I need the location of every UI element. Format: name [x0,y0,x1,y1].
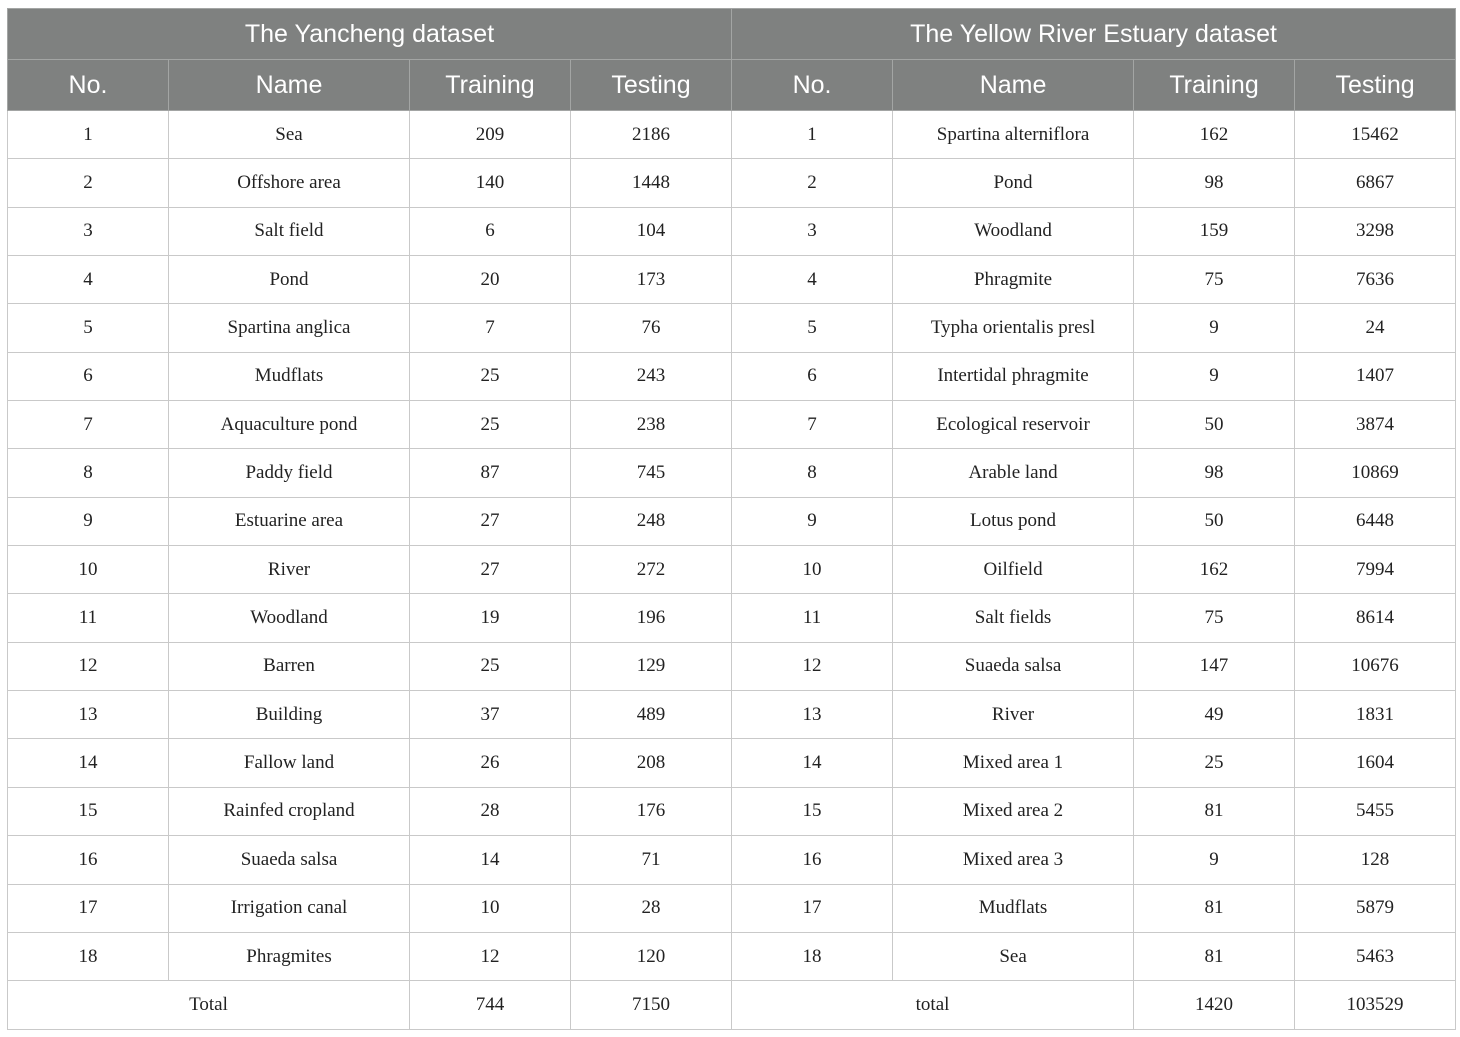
yancheng-name-cell: Aquaculture pond [169,401,410,449]
yancheng-no-cell: 6 [8,352,169,400]
yellow-river-no-cell: 5 [732,304,893,352]
column-header-no: No. [732,60,893,111]
yancheng-name-cell: Paddy field [169,449,410,497]
yancheng-training-cell: 140 [410,159,571,207]
yellow-river-testing-cell: 3298 [1295,207,1456,255]
yancheng-testing-cell: 176 [571,787,732,835]
yancheng-training-cell: 27 [410,497,571,545]
yellow-river-no-cell: 4 [732,256,893,304]
table-row [8,111,1456,159]
table-row [8,836,1456,884]
yellow-river-training-cell: 75 [1134,594,1295,642]
table-header [8,9,1456,111]
yancheng-testing-cell: 208 [571,739,732,787]
yellow-river-name-cell: Mixed area 3 [893,836,1134,884]
yancheng-no-cell: 18 [8,932,169,980]
yancheng-name-cell: Estuarine area [169,497,410,545]
yancheng-training-cell: 27 [410,546,571,594]
yellow-river-testing-cell: 1604 [1295,739,1456,787]
yellow-river-no-cell: 8 [732,449,893,497]
yancheng-testing-cell: 173 [571,256,732,304]
yellow-river-name-cell: Mixed area 2 [893,787,1134,835]
yellow-river-testing-cell: 10676 [1295,642,1456,690]
table-row [8,497,1456,545]
yellow-river-no-cell: 6 [732,352,893,400]
yellow-river-name-cell: Woodland [893,207,1134,255]
yellow-river-name-cell: Oilfield [893,546,1134,594]
yellow-river-testing-cell: 1831 [1295,691,1456,739]
yancheng-testing-cell: 248 [571,497,732,545]
yancheng-no-cell: 17 [8,884,169,932]
yancheng-testing-cell: 2186 [571,111,732,159]
yellow-river-name-cell: Spartina alterniflora [893,111,1134,159]
yellow-river-name-cell: Sea [893,932,1134,980]
yellow-river-training-cell: 25 [1134,739,1295,787]
yancheng-name-cell: River [169,546,410,594]
yancheng-training-cell: 25 [410,352,571,400]
yancheng-no-cell: 13 [8,691,169,739]
table-row [8,401,1456,449]
yellow-river-total-training: 1420 [1134,981,1295,1029]
yancheng-training-cell: 25 [410,401,571,449]
yellow-river-name-cell: Lotus pond [893,497,1134,545]
yellow-river-testing-cell: 15462 [1295,111,1456,159]
dataset-sample-table [7,8,1456,1030]
yancheng-no-cell: 14 [8,739,169,787]
yancheng-name-cell: Mudflats [169,352,410,400]
yellow-river-no-cell: 17 [732,884,893,932]
yancheng-training-cell: 7 [410,304,571,352]
yancheng-testing-cell: 120 [571,932,732,980]
yancheng-training-cell: 12 [410,932,571,980]
yancheng-training-cell: 10 [410,884,571,932]
yellow-river-no-cell: 12 [732,642,893,690]
yellow-river-name-cell: Intertidal phragmite [893,352,1134,400]
yancheng-name-cell: Offshore area [169,159,410,207]
column-header-testing: Testing [571,60,732,111]
yancheng-name-cell: Sea [169,111,410,159]
yancheng-name-cell: Salt field [169,207,410,255]
yellow-river-no-cell: 3 [732,207,893,255]
yellow-river-name-cell: Ecological reservoir [893,401,1134,449]
yellow-river-no-cell: 18 [732,932,893,980]
yancheng-total-testing: 7150 [571,981,732,1029]
yancheng-name-cell: Irrigation canal [169,884,410,932]
yellow-river-testing-cell: 7994 [1295,546,1456,594]
yancheng-testing-cell: 243 [571,352,732,400]
yellow-river-no-cell: 14 [732,739,893,787]
yellow-river-training-cell: 50 [1134,401,1295,449]
yancheng-no-cell: 4 [8,256,169,304]
column-header-name: Name [169,60,410,111]
yellow-river-training-cell: 98 [1134,159,1295,207]
table-row [8,256,1456,304]
yancheng-training-cell: 28 [410,787,571,835]
table-row [8,546,1456,594]
yancheng-name-cell: Spartina anglica [169,304,410,352]
yancheng-no-cell: 10 [8,546,169,594]
yancheng-training-cell: 37 [410,691,571,739]
table-row [8,449,1456,497]
table-row [8,932,1456,980]
table-row [8,159,1456,207]
yancheng-name-cell: Fallow land [169,739,410,787]
yancheng-total-label: Total [8,981,410,1029]
yellow-river-training-cell: 49 [1134,691,1295,739]
yancheng-training-cell: 209 [410,111,571,159]
yancheng-testing-cell: 489 [571,691,732,739]
yancheng-total-training: 744 [410,981,571,1029]
yancheng-training-cell: 6 [410,207,571,255]
yancheng-no-cell: 15 [8,787,169,835]
yancheng-name-cell: Rainfed cropland [169,787,410,835]
yellow-river-training-cell: 159 [1134,207,1295,255]
column-header-row [8,60,1456,111]
yancheng-testing-cell: 196 [571,594,732,642]
column-header-training: Training [410,60,571,111]
column-header-training: Training [1134,60,1295,111]
yancheng-testing-cell: 1448 [571,159,732,207]
yancheng-training-cell: 26 [410,739,571,787]
totals-row [8,981,1456,1029]
yancheng-name-cell: Woodland [169,594,410,642]
yancheng-training-cell: 87 [410,449,571,497]
yellow-river-dataset-header: The Yellow River Estuary dataset [732,9,1456,60]
yancheng-no-cell: 9 [8,497,169,545]
yellow-river-name-cell: Arable land [893,449,1134,497]
yancheng-no-cell: 12 [8,642,169,690]
yellow-river-name-cell: Salt fields [893,594,1134,642]
yancheng-no-cell: 8 [8,449,169,497]
yellow-river-no-cell: 7 [732,401,893,449]
yellow-river-testing-cell: 5879 [1295,884,1456,932]
yancheng-no-cell: 2 [8,159,169,207]
table-row [8,691,1456,739]
yancheng-no-cell: 16 [8,836,169,884]
yellow-river-testing-cell: 6448 [1295,497,1456,545]
yellow-river-training-cell: 9 [1134,304,1295,352]
yancheng-name-cell: Suaeda salsa [169,836,410,884]
yancheng-testing-cell: 272 [571,546,732,594]
table-row [8,352,1456,400]
yancheng-training-cell: 20 [410,256,571,304]
yellow-river-name-cell: Phragmite [893,256,1134,304]
yancheng-testing-cell: 745 [571,449,732,497]
yancheng-training-cell: 25 [410,642,571,690]
yellow-river-training-cell: 9 [1134,836,1295,884]
yellow-river-name-cell: Mudflats [893,884,1134,932]
yancheng-training-cell: 14 [410,836,571,884]
yancheng-testing-cell: 104 [571,207,732,255]
yellow-river-testing-cell: 10869 [1295,449,1456,497]
yellow-river-name-cell: Typha orientalis presl [893,304,1134,352]
yellow-river-testing-cell: 1407 [1295,352,1456,400]
yancheng-testing-cell: 28 [571,884,732,932]
yancheng-dataset-header: The Yancheng dataset [8,9,732,60]
yellow-river-testing-cell: 8614 [1295,594,1456,642]
yellow-river-no-cell: 16 [732,836,893,884]
table-row [8,304,1456,352]
yancheng-training-cell: 19 [410,594,571,642]
yellow-river-testing-cell: 5463 [1295,932,1456,980]
yellow-river-total-testing: 103529 [1295,981,1456,1029]
table-row [8,739,1456,787]
table-row [8,884,1456,932]
yancheng-name-cell: Barren [169,642,410,690]
yellow-river-training-cell: 98 [1134,449,1295,497]
yellow-river-no-cell: 9 [732,497,893,545]
yellow-river-training-cell: 81 [1134,787,1295,835]
table-row [8,787,1456,835]
yancheng-no-cell: 3 [8,207,169,255]
yancheng-no-cell: 5 [8,304,169,352]
yellow-river-training-cell: 75 [1134,256,1295,304]
yellow-river-training-cell: 9 [1134,352,1295,400]
dataset-group-header-row [8,9,1456,60]
column-header-name: Name [893,60,1134,111]
yellow-river-no-cell: 15 [732,787,893,835]
yancheng-no-cell: 7 [8,401,169,449]
yellow-river-testing-cell: 24 [1295,304,1456,352]
yellow-river-training-cell: 50 [1134,497,1295,545]
yancheng-name-cell: Building [169,691,410,739]
yancheng-testing-cell: 71 [571,836,732,884]
yancheng-no-cell: 1 [8,111,169,159]
yancheng-testing-cell: 76 [571,304,732,352]
table-row [8,594,1456,642]
yellow-river-testing-cell: 5455 [1295,787,1456,835]
yancheng-testing-cell: 129 [571,642,732,690]
yellow-river-total-label: total [732,981,1134,1029]
yellow-river-name-cell: Mixed area 1 [893,739,1134,787]
yellow-river-training-cell: 147 [1134,642,1295,690]
yellow-river-training-cell: 81 [1134,932,1295,980]
yellow-river-training-cell: 81 [1134,884,1295,932]
yellow-river-training-cell: 162 [1134,546,1295,594]
yellow-river-name-cell: Pond [893,159,1134,207]
column-header-no: No. [8,60,169,111]
yellow-river-no-cell: 1 [732,111,893,159]
yellow-river-testing-cell: 3874 [1295,401,1456,449]
yellow-river-no-cell: 13 [732,691,893,739]
yellow-river-testing-cell: 128 [1295,836,1456,884]
yancheng-no-cell: 11 [8,594,169,642]
table-row [8,642,1456,690]
yellow-river-training-cell: 162 [1134,111,1295,159]
yellow-river-testing-cell: 6867 [1295,159,1456,207]
yellow-river-no-cell: 10 [732,546,893,594]
table-body [8,111,1456,1030]
yellow-river-no-cell: 2 [732,159,893,207]
yellow-river-name-cell: Suaeda salsa [893,642,1134,690]
column-header-testing: Testing [1295,60,1456,111]
yellow-river-testing-cell: 7636 [1295,256,1456,304]
yancheng-name-cell: Pond [169,256,410,304]
yancheng-testing-cell: 238 [571,401,732,449]
yellow-river-no-cell: 11 [732,594,893,642]
table-row [8,207,1456,255]
yancheng-name-cell: Phragmites [169,932,410,980]
yellow-river-name-cell: River [893,691,1134,739]
